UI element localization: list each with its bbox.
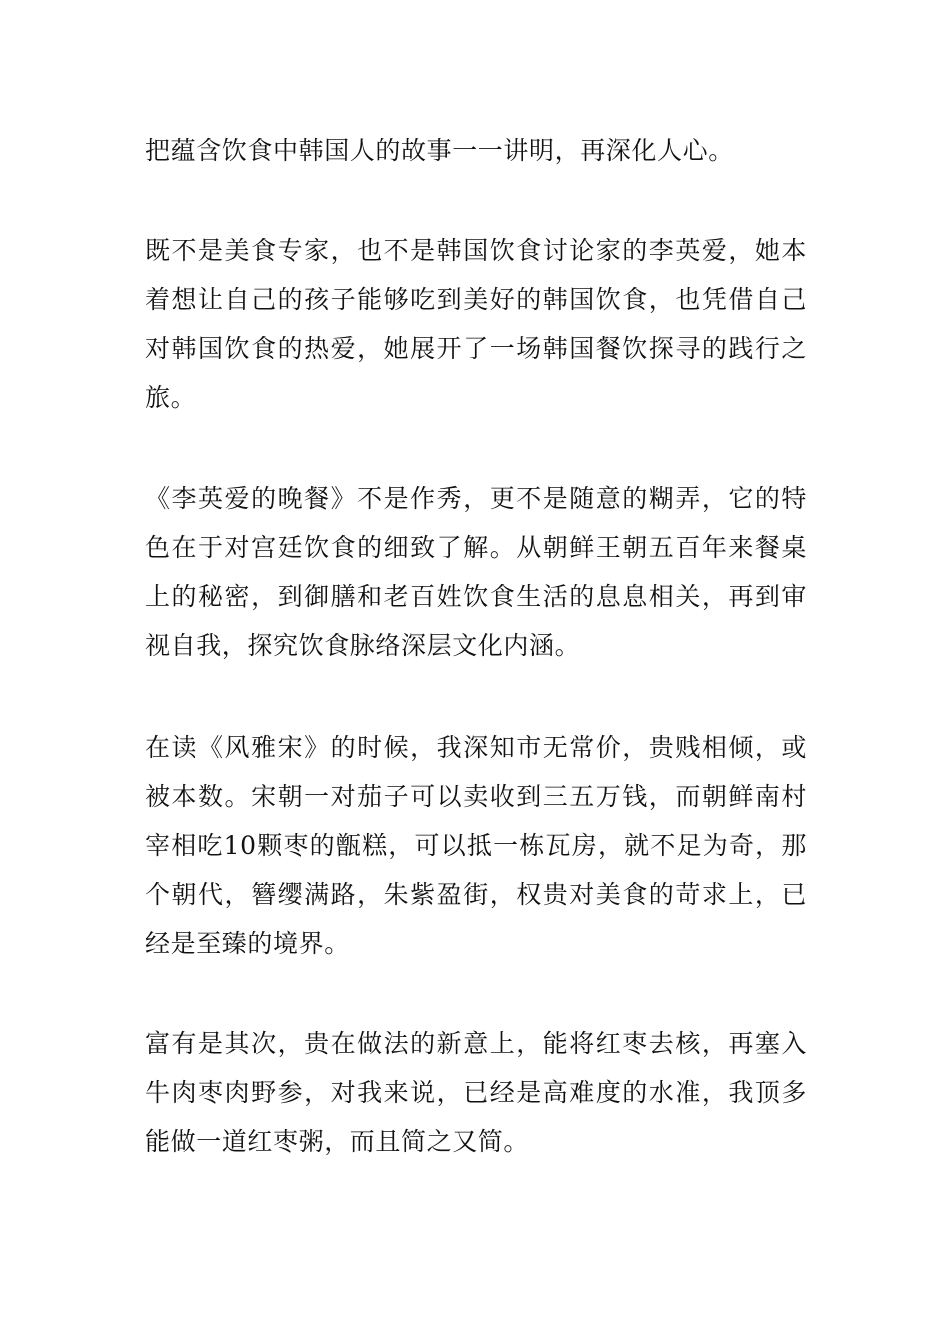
paragraph-3: 《李英爱的晚餐》不是作秀，更不是随意的糊弄，它的特色在于对宫廷饮食的细致了解。从朝鲜王朝五百年来餐桌上的秘密，到御膳和老百姓饮食生活的息息相关，再到审视自我，探究饮食脉络深层文化内涵。 xyxy=(145,484,807,660)
paragraph-1: 把蕴含饮食中韩国人的故事一一讲明，再深化人心。 xyxy=(145,136,734,165)
paragraph-4: 在读《风雅宋》的时候，我深知市无常价，贵贱相倾，或被本数。宋朝一对茄子可以卖收到三五万钱，而朝鲜南村宰相吃10颗枣的甑糕，可以抵一栋瓦房，就不足为奇，那个朝代，簪缨满路，朱紫盈街，权贵对美食的苛求上，已经是至臻的境界。 xyxy=(145,733,807,958)
paragraph-5: 富有是其次，贵在做法的新意上，能将红枣去核，再塞入牛肉枣肉野参，对我来说，已经是高难度的水准，我顶多能做一道红枣粥，而且简之又简。 xyxy=(145,1029,807,1156)
paragraph-2: 既不是美食专家，也不是韩国饮食讨论家的李英爱，她本着想让自己的孩子能够吃到美好的韩国饮食，也凭借自己对韩国饮食的热爱，她展开了一场韩国餐饮探寻的践行之旅。 xyxy=(145,236,807,412)
